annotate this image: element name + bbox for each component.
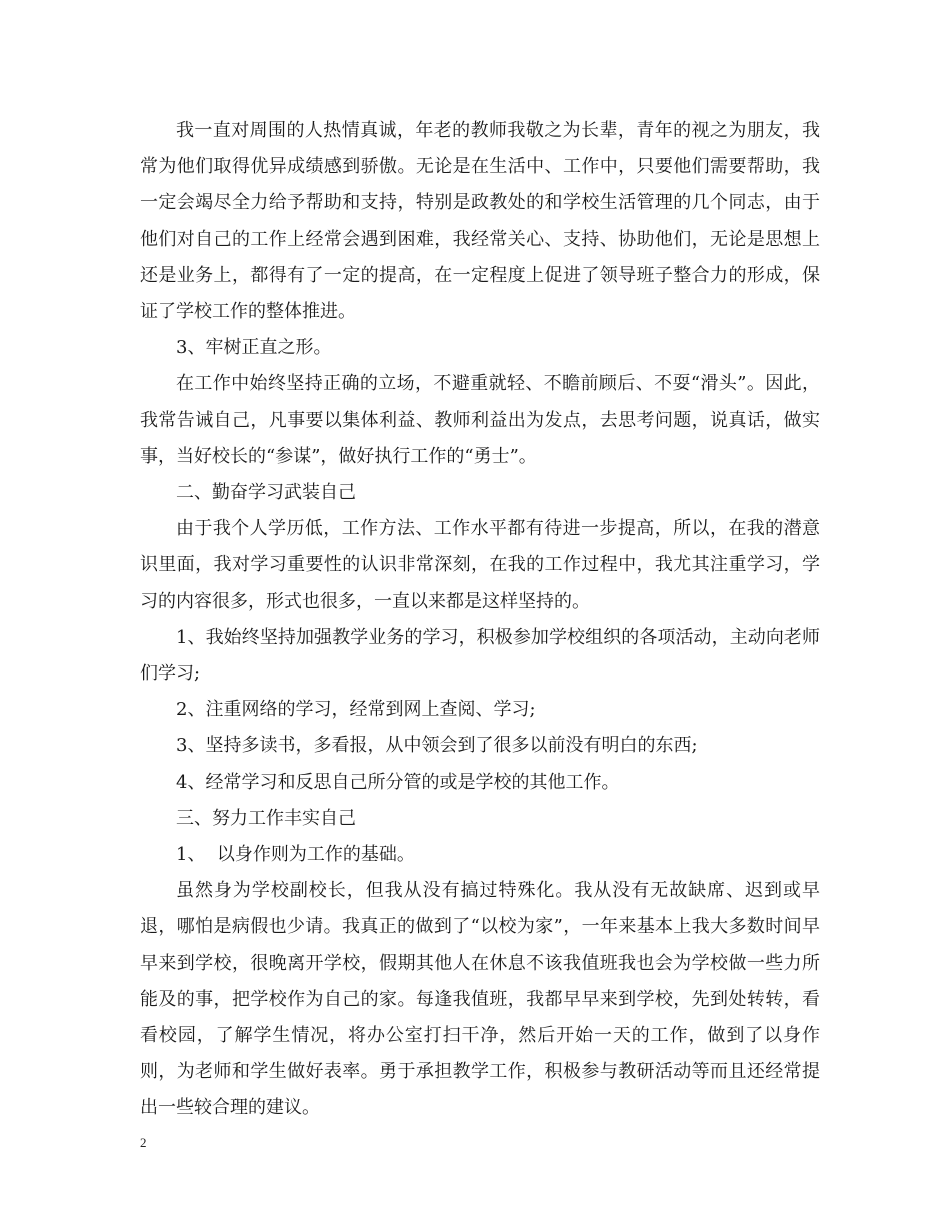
list-item-study-3: 3、坚持多读书，多看报，从中领会到了很多以前没有明白的东西; — [176, 735, 698, 757]
document-body — [140, 113, 820, 1127]
page-number: 2 — [140, 1135, 147, 1150]
paragraph-study-importance: 由于我个人学历低，工作方法、工作水平都有待进一步提高，所以，在我的潜意识里面，我对学习重要性的认识非常深刻，在我的工作过程中，我尤其注重学习，学习的内容很多，形式也很多，一直以来都是这样坚持的。 — [140, 518, 820, 612]
paragraph-colleague-relations: 我一直对周围的人热情真诚，年老的教师我敬之为长辈，青年的视之为朋友，我常为他们取得优异成绩感到骄傲。无论是在生活中、工作中，只要他们需要帮助，我一定会竭尽全力给予帮助和支持，特别是政教处的和学校生活管理的几个同志，由于他们对自己的工作上经常会遇到困难，我经常关心、支持、协助他们，无论是思想上还是业务上，都得有了一定的提高，在一定程度上促进了领导班子整合力的形成，保证了学校工作的整体推进。 — [140, 120, 820, 323]
list-item-study-2: 2、注重网络的学习，经常到网上查阅、学习; — [176, 699, 536, 721]
subheading-upright-image: 3、牢树正直之形。 — [176, 337, 332, 359]
list-item-study-1: 1、我始终坚持加强教学业务的学习，积极参加学校组织的各项活动，主动向老师们学习; — [140, 626, 820, 685]
subheading-lead-by-example: 1、 以身作则为工作的基础。 — [176, 844, 415, 866]
paragraph-correct-stance: 在工作中始终坚持正确的立场，不避重就轻、不瞻前顾后、不耍“滑头”。因此，我常告诫自己，凡事要以集体利益、教师利益出为发点，去思考问题，说真话，做实事，当好校长的“参谋”，做好执行工作的“勇士”。 — [140, 373, 820, 467]
section-heading-work: 三、努力工作丰实自己 — [176, 807, 356, 829]
list-item-study-4: 4、经常学习和反思自己所分管的或是学校的其他工作。 — [176, 771, 620, 793]
section-heading-study: 二、勤奋学习武装自己 — [176, 482, 356, 504]
paragraph-lead-by-example: 虽然身为学校副校长，但我从没有搞过特殊化。我从没有无故缺席、迟到或早退，哪怕是病假也少请。我真正的做到了“以校为家”，一年来基本上我大多数时间早早来到学校，很晚离开学校，假期其他人在休息不该我值班我也会为学校做一些力所能及的事，把学校作为自己的家。每逢我值班，我都早早来到学校，先到处转转，看看校园，了解学生情况，将办公室打扫干净，然后开始一天的工作，做到了以身作则，为老师和学生做好表率。勇于承担教学工作，积极参与教研活动等而且还经常提出一些较合理的建议。 — [140, 880, 820, 1119]
